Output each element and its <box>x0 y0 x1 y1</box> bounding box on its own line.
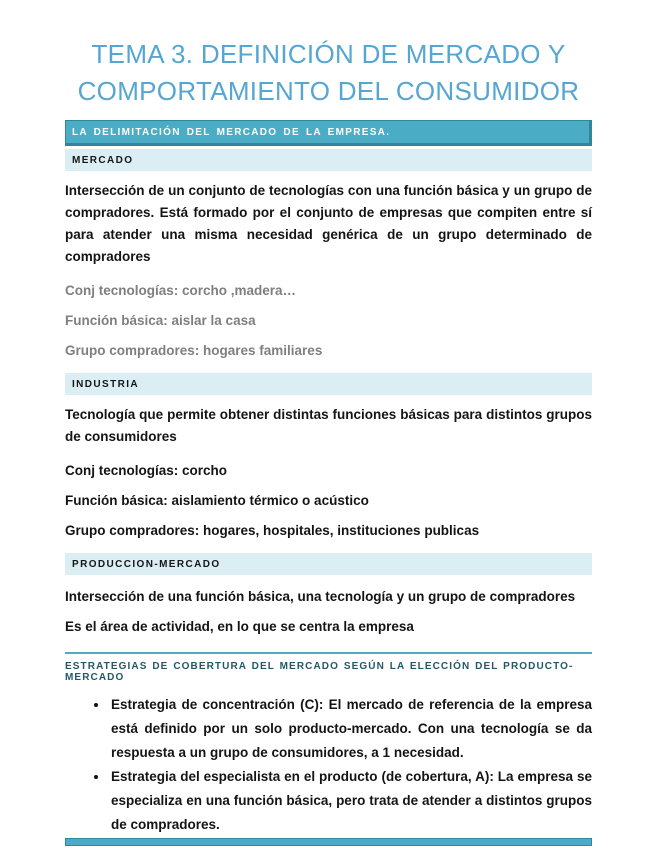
note-line: Grupo compradores: hogares, hospitales, instituciones publicas <box>65 523 480 538</box>
note-line: Función básica: aislar la casa <box>65 313 256 328</box>
mercado-notes <box>65 283 592 359</box>
industria-definition: Tecnología que permite obtener distintas funciones básicas para distintos grupos de consumidores <box>65 407 592 444</box>
bullet-item-concentracion: • Estrategia de concentración (C): El mercado de referencia de la empresa está definido por un solo producto-mercado. Con una tecnología se da respuesta a un grupo de consumidores, a 1 necesidad. <box>109 693 592 765</box>
page-title-line1: TEMA 3. DEFINICIÓN DE MERCADO Y <box>91 39 566 69</box>
bullet-item-especialista-producto: • Estrategia del especialista en el producto (de cobertura, A): La empresa se especializa en una función básica, pero trata de atender a distintos grupos de compradores. <box>109 765 592 837</box>
industria-notes <box>65 463 592 539</box>
mercado-definition: Intersección de un conjunto de tecnologías con una función básica y un grupo de compradores. Está formado por el conjunto de empresas que compiten entre sí para atender una misma necesidad genérica de un grupo determinado de compradores <box>65 183 592 264</box>
note-line: Conj tecnologías: corcho ,madera… <box>65 283 297 298</box>
page-title <box>65 36 592 110</box>
note-line: Conj tecnologías: corcho <box>65 463 228 478</box>
section-bar-delimitacion: LA DELIMITACIÓN DEL MERCADO DE LA EMPRESA. <box>65 120 592 146</box>
strategy-list <box>65 693 592 837</box>
note-line: Intersección de una función básica, una tecnología y un grupo de compradores <box>65 589 576 604</box>
section-header-mercado: MERCADO <box>65 149 592 171</box>
next-section-bar-cutoff <box>65 838 592 846</box>
subsection-heading-estrategias: ESTRATEGIAS DE COBERTURA DEL MERCADO SEGÚN LA ELECCIÓN DEL PRODUCTO-MERCADO <box>65 652 592 683</box>
produccion-mercado-lines <box>65 589 592 635</box>
note-line: Grupo compradores: hogares familiares <box>65 343 323 358</box>
section-header-produccion-mercado: PRODUCCION-MERCADO <box>65 553 592 575</box>
note-line: Es el área de actividad, en lo que se centra la empresa <box>65 619 414 634</box>
section-header-industria: INDUSTRIA <box>65 373 592 395</box>
note-line: Función básica: aislamiento térmico o acústico <box>65 493 369 508</box>
page-title-line2: COMPORTAMIENTO DEL CONSUMIDOR <box>77 76 580 106</box>
